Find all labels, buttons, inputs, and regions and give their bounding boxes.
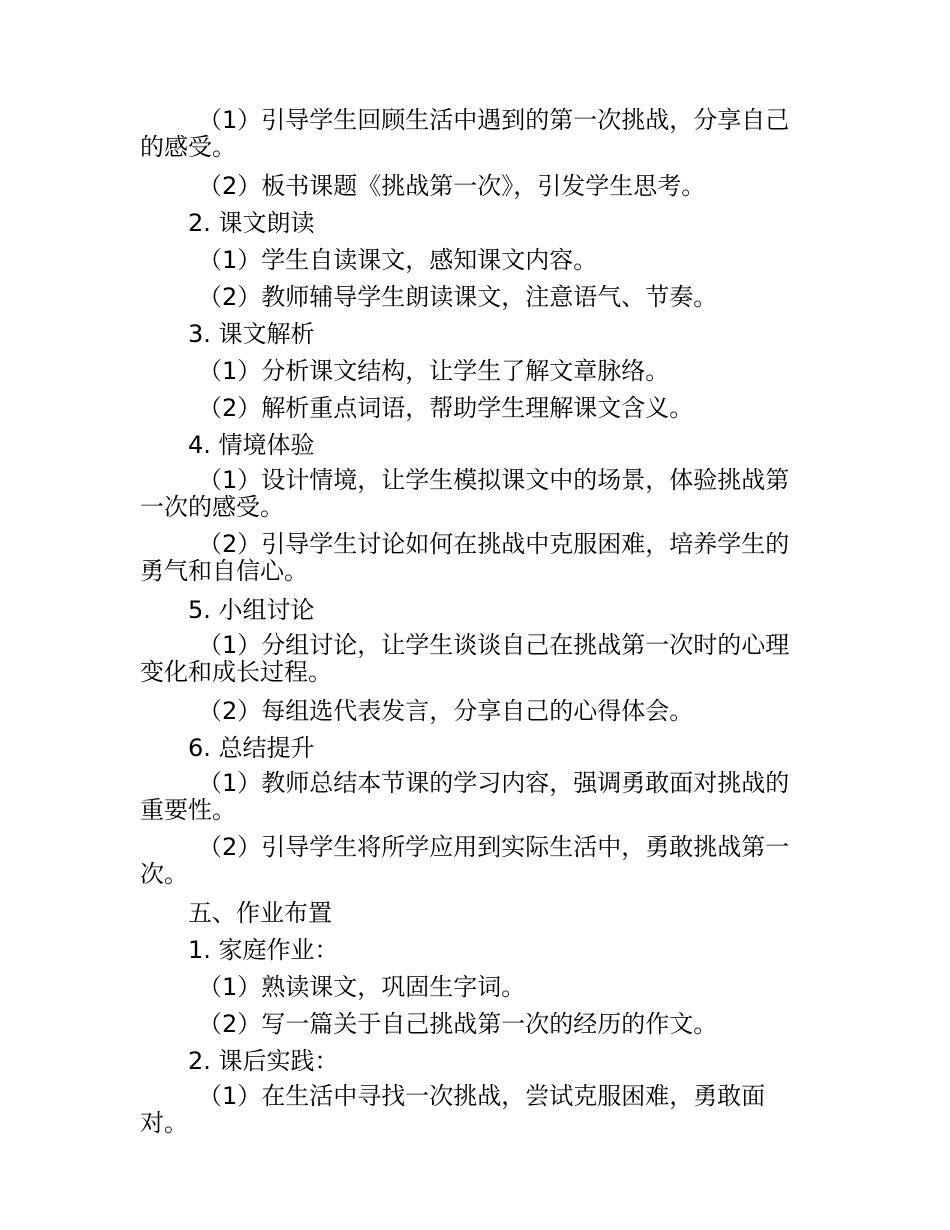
heading-experience: 4. 情境体验 [188, 431, 315, 459]
paragraph-experience-2: （2）引导学生讨论如何在挑战中克服困难，培养学生的勇气和自信心。 [140, 530, 790, 585]
paragraph-analysis-1: （1）分析课文结构，让学生了解文章脉络。 [198, 357, 670, 385]
heading-analysis: 3. 课文解析 [188, 320, 315, 348]
paragraph-reading-2: （2）教师辅导学生朗读课文，注意语气、节奏。 [198, 283, 718, 311]
paragraph-reading-1: （1）学生自读课文，感知课文内容。 [198, 246, 598, 274]
heading-home-assignment: 1. 家庭作业： [188, 936, 339, 964]
paragraph-analysis-2: （2）解析重点词语，帮助学生理解课文含义。 [198, 394, 694, 422]
heading-practice: 2. 课后实践： [188, 1047, 339, 1075]
heading-homework: 五、作业布置 [188, 899, 332, 927]
paragraph-summary-2: （2）引导学生将所学应用到实际生活中，勇敢挑战第一次。 [140, 833, 790, 888]
heading-reading: 2. 课文朗读 [188, 209, 315, 237]
paragraph-experience-1: （1）设计情境，让学生模拟课文中的场景，体验挑战第一次的感受。 [140, 466, 790, 521]
paragraph-summary-1: （1）教师总结本节课的学习内容，强调勇敢面对挑战的重要性。 [140, 769, 790, 824]
paragraph-step-1-2: （2）板书课题《挑战第一次》，引发学生思考。 [198, 172, 706, 200]
document-body [140, 104, 800, 1144]
paragraph-home-2: （2）写一篇关于自己挑战第一次的经历的作文。 [198, 1010, 718, 1038]
paragraph-practice-1: （1）在生活中寻找一次挑战，尝试克服困难，勇敢面对。 [140, 1082, 766, 1137]
heading-summary: 6. 总结提升 [188, 734, 315, 762]
paragraph-discussion-1: （1）分组讨论，让学生谈谈自己在挑战第一次时的心理变化和成长过程。 [140, 631, 790, 686]
paragraph-step-1-1: （1）引导学生回顾生活中遇到的第一次挑战，分享自己的感受。 [140, 106, 790, 161]
heading-discussion: 5. 小组讨论 [188, 596, 315, 624]
paragraph-discussion-2: （2）每组选代表发言，分享自己的心得体会。 [198, 697, 694, 725]
paragraph-home-1: （1）熟读课文，巩固生字词。 [198, 973, 526, 1001]
